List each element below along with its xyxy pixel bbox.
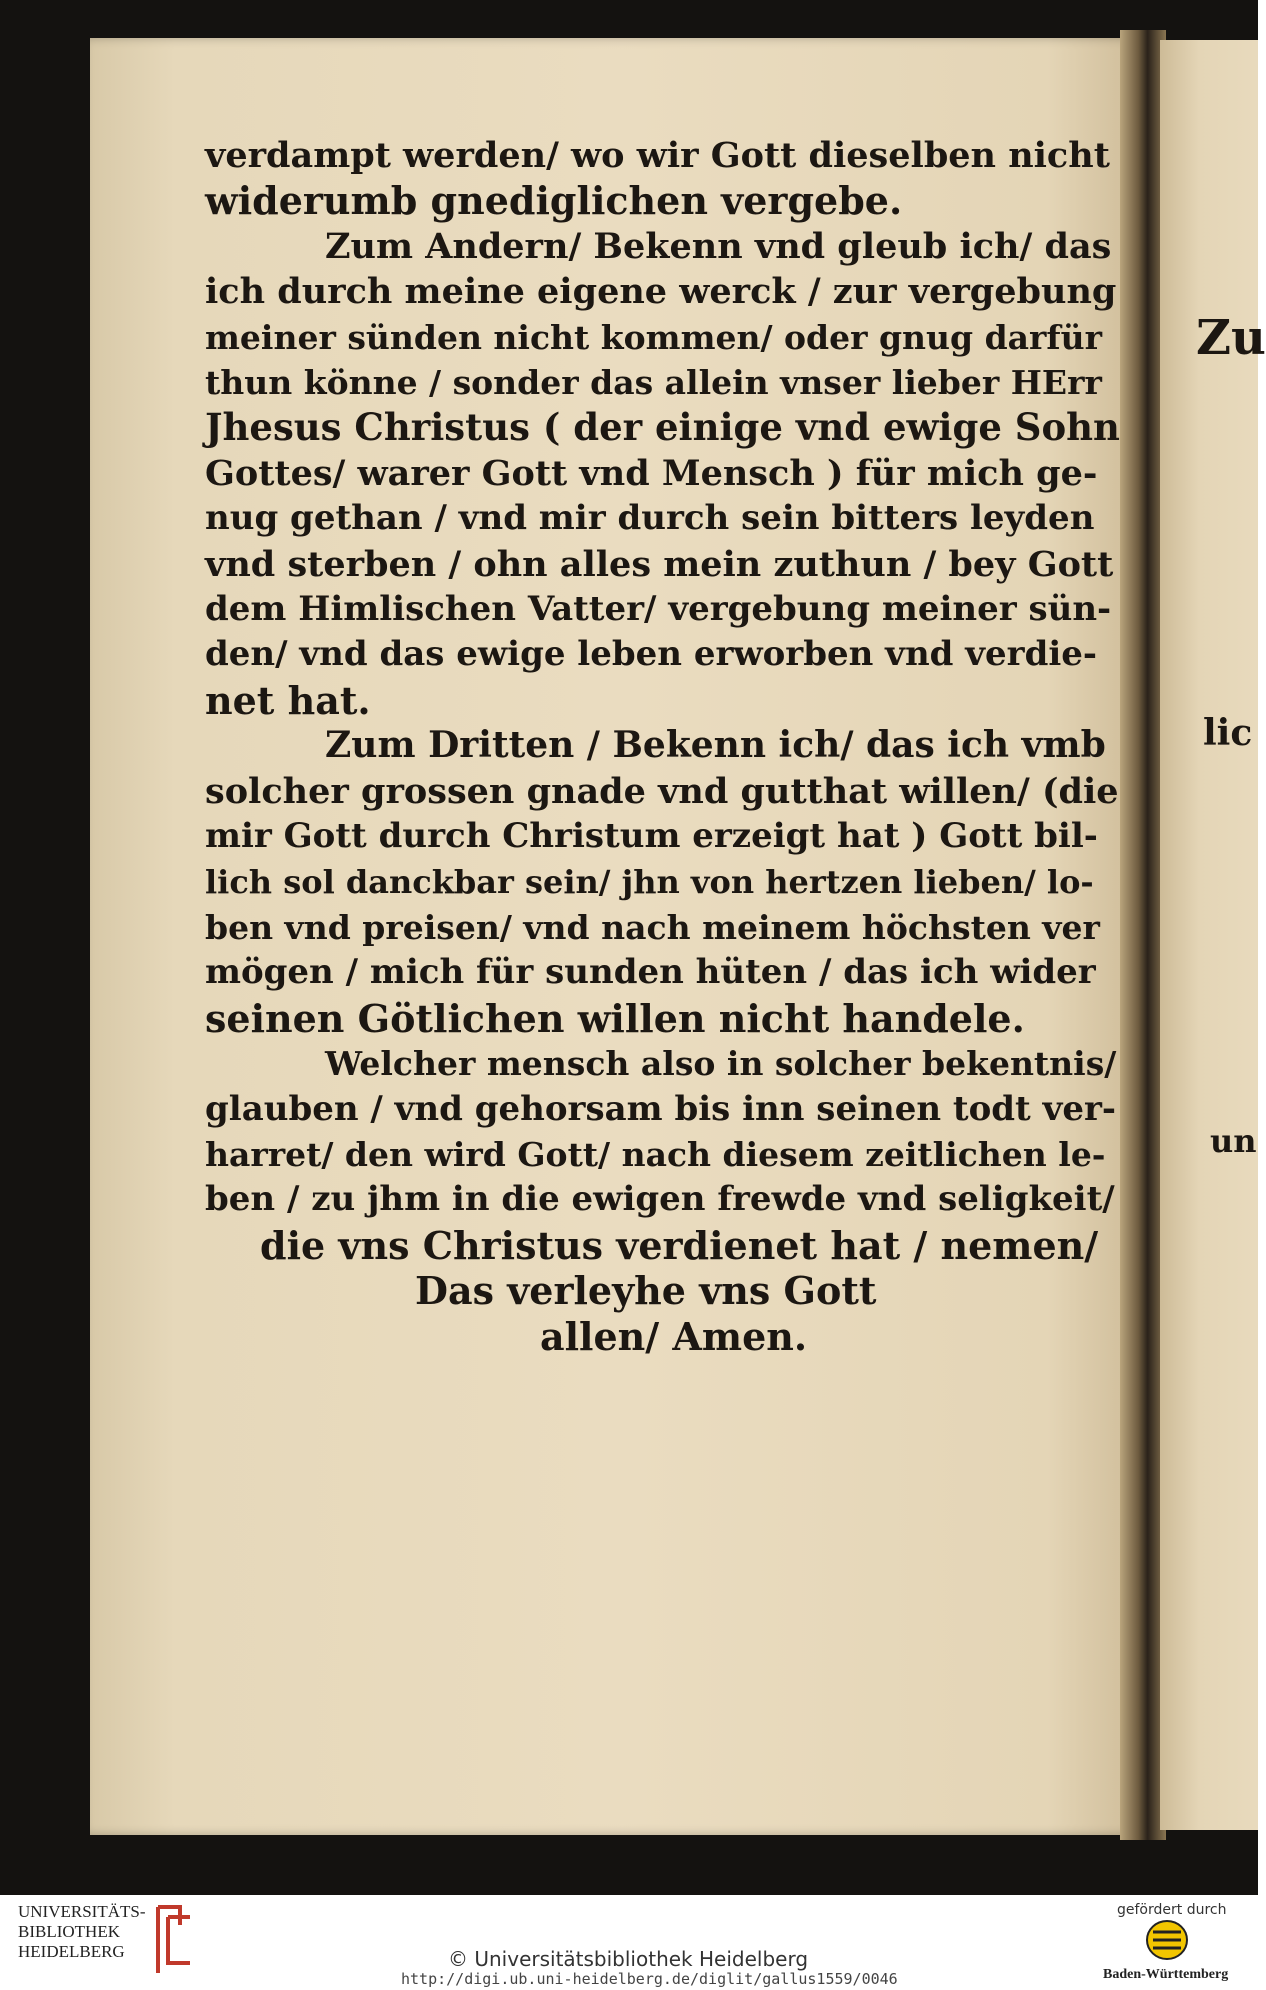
page-text: [205, 133, 1120, 1359]
permalink-url[interactable]: http://digi.ub.uni-heidelberg.de/diglit/gallus1559/0046: [401, 1970, 898, 1988]
text-line: Gottes/ warer Gott vnd Mensch ) für mich ge-: [205, 452, 1098, 494]
library-logo-icon: [150, 1905, 196, 1975]
text-line: mögen / mich für sunden hüten / das ich wider: [205, 952, 1096, 993]
right-page: [1160, 40, 1258, 1830]
text-line: Welcher mensch also in solcher bekentnis/: [325, 1044, 1117, 1084]
text-line: lich sol danckbar sein/ jhn von hertzen lieben/ lo-: [205, 862, 1094, 901]
text-line: ben vnd preisen/ vnd nach meinem höchsten ver: [205, 907, 1100, 947]
copyright-notice: © Universitätsbibliothek Heidelberg: [448, 1947, 809, 1971]
text-line: verdampt werden/ wo wir Gott dieselben nicht: [205, 135, 1110, 176]
funded-by-label: gefördert durch: [1117, 1902, 1227, 1918]
text-line: dem Himlischen Vatter/ vergebung meiner sün-: [205, 589, 1112, 630]
text-line: thun könne / sonder das allein vnser lieber HErr: [205, 363, 1102, 403]
text-line: Zum Andern/ Bekenn vnd gleub ich/ das: [325, 225, 1112, 267]
facing-page-fragment: un: [1210, 1122, 1257, 1160]
text-line: vnd sterben / ohn alles mein zuthun / bey Gott: [205, 543, 1114, 585]
text-line: seinen Götlichen willen nicht handele.: [205, 995, 1025, 1041]
text-line: Zum Dritten / Bekenn ich/ das ich vmb: [325, 724, 1106, 767]
text-line: ben / zu jhm in die ewigen frewde vnd seligkeit/: [205, 1179, 1115, 1220]
text-line: nug gethan / vnd mir durch sein bitters leyden: [205, 498, 1095, 539]
facing-page-fragment: lic: [1203, 712, 1253, 754]
text-line: Jhesus Christus ( der einige vnd ewige Sohn: [205, 405, 1120, 450]
text-line: die vns Christus verdienet hat / nemen/: [260, 1222, 1099, 1268]
text-line: mir Gott durch Christum erzeigt hat ) Gott bil-: [205, 816, 1098, 857]
text-line: Das verleyhe vns Gott: [415, 1268, 877, 1314]
funder-name: Baden-Württemberg: [1103, 1967, 1229, 1982]
text-line: solcher grossen gnade vnd gutthat willen/ (die: [205, 770, 1119, 812]
text-line: glauben / vnd gehorsam bis inn seinen todt ver-: [205, 1088, 1117, 1129]
library-name: UNIVERSITÄTS- BIBLIOTHEK HEIDELBERG: [18, 1902, 146, 1961]
text-line: net hat.: [205, 677, 371, 723]
text-line: ich durch meine eigene werck / zur vergebung: [205, 271, 1117, 313]
text-line: meiner sünden nicht kommen/ oder gnug darfür: [205, 317, 1103, 357]
text-line: den/ vnd das ewige leben erworben vnd verdie-: [205, 634, 1098, 675]
text-line: harret/ den wird Gott/ nach diesem zeitlichen le-: [205, 1134, 1106, 1174]
text-line: allen/ Amen.: [540, 1313, 808, 1359]
text-line: widerumb gnediglichen vergebe.: [205, 178, 903, 224]
coat-of-arms-icon: [1144, 1918, 1190, 1962]
facing-page-fragment: Zu: [1196, 310, 1266, 366]
